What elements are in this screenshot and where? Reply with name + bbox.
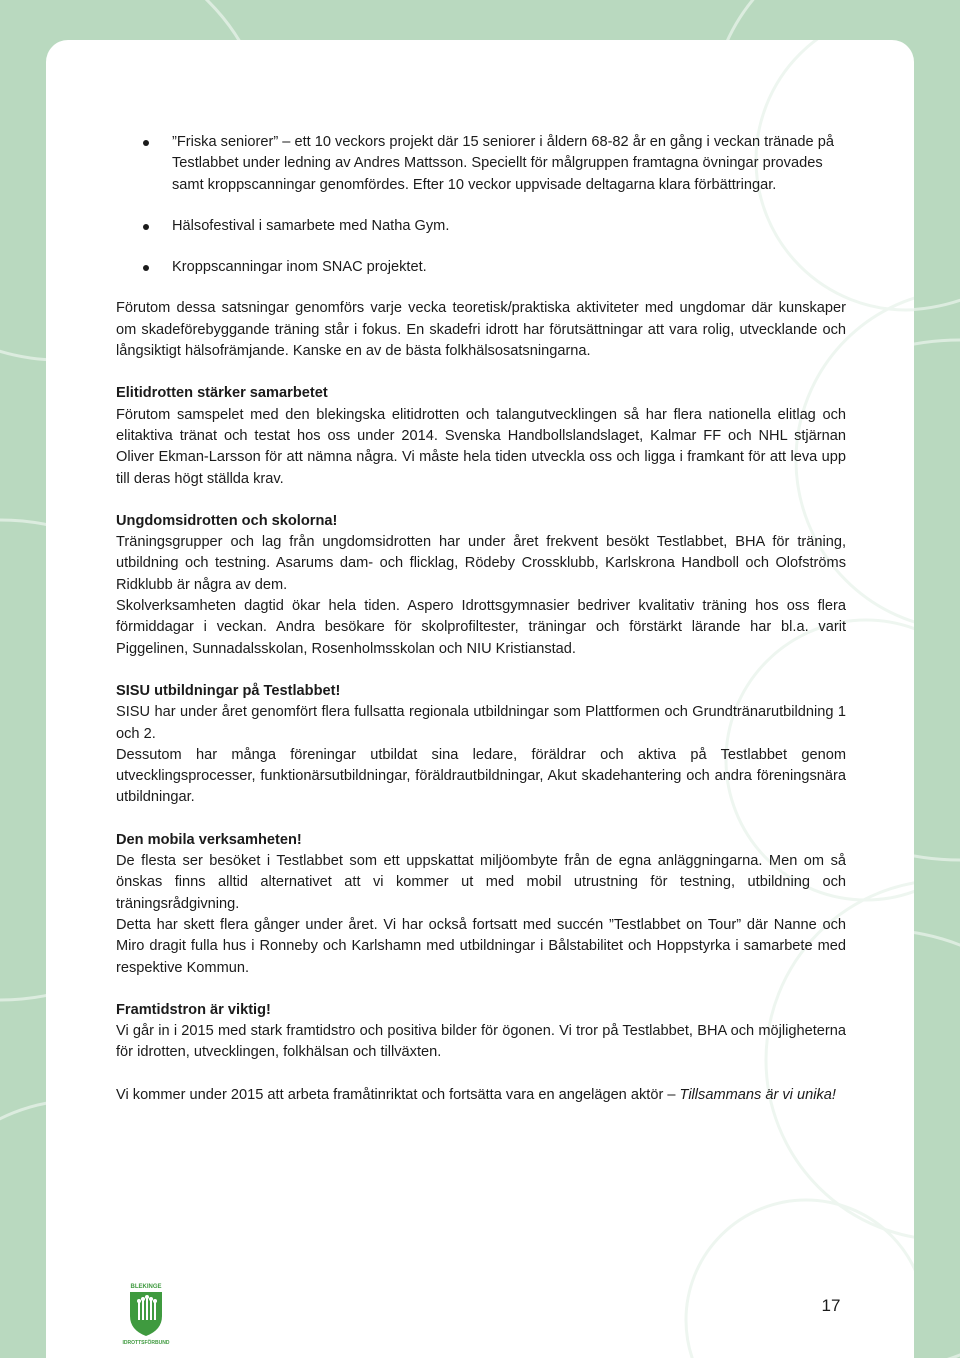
bullet-item: Hälsofestival i samarbete med Natha Gym. [116, 216, 846, 237]
section-heading: Elitidrotten stärker samarbetet [116, 385, 328, 402]
section-paragraph: SISU har under året genomfört flera fullsatta regionala utbildningar som Plattformen och Grundtränarutbildning 1 och 2. [116, 704, 846, 742]
section-elitidrotten [116, 383, 846, 489]
bullet-item: ”Friska seniorer” – ett 10 veckors projekt där 15 seniorer i åldern 68-82 år en gång i veckan tränade på Testlabbet under ledning av Andres Mattsson. Speciellt för målgruppen framtagna övningar provades samt kroppscanningar genomfördes. Efter 10 veckor uppvisade deltagarna klara förbättringar. [116, 132, 846, 196]
blekinge-idrottsforbund-logo [118, 1280, 174, 1346]
page-number: 17 [821, 1296, 841, 1315]
section-mobila [116, 830, 846, 979]
section-paragraph: De flesta ser besöket i Testlabbet som ett uppskattat miljöombyte från de egna anläggningarna. Men om så önskas finns alltid alternativet att vi kommer ut med mobil utrustning för testning, utbildning och träningsrådgivning. [116, 853, 846, 912]
document-page [46, 40, 914, 1358]
closing-slogan: Tillsammans är vi unika! [679, 1086, 836, 1103]
section-sisu [116, 681, 846, 809]
section-heading: Framtidstron är viktig! [116, 1001, 271, 1018]
section-paragraph: Vi går in i 2015 med stark framtidstro och positiva bilder för ögonen. Vi tror på Testlabbet, BHA och möjligheterna för idrotten, utvecklingen, folkhälsan och tillväxten. [116, 1023, 846, 1061]
logo-text-top: BLEKINGE [130, 1284, 162, 1290]
section-framtidstron [116, 1000, 846, 1064]
section-heading: Den mobila verksamheten! [116, 831, 302, 848]
section-paragraph: Träningsgrupper och lag från ungdomsidrotten har under året frekvent besökt Testlabbet, BHA för träning, utbildning och testning. Asarums dam- och flicklag, Rödeby Crossklubb, Karlskrona Handboll och Olofströms Ridklubb är några av dem. [116, 534, 846, 593]
closing-text: Vi kommer under 2015 att arbeta framåtinriktat och fortsätta vara en angelägen aktör – [116, 1086, 680, 1103]
logo-text-bottom: IDROTTSFÖRBUND [122, 1340, 170, 1346]
bullet-list [116, 132, 846, 278]
section-paragraph: Detta har skett flera gånger under året. Vi har också fortsatt med succén ”Testlabbet on Tour” där Nanne och Miro dragit fulla hus i Ronneby och Karlshamn med utbildningar i Bålstabilitet och Hoppstyrka i samarbete med respektive Kommun. [116, 916, 846, 976]
section-heading: Ungdomsidrotten och skolorna! [116, 512, 338, 529]
closing-paragraph [116, 1085, 846, 1106]
page-content [116, 132, 846, 1106]
section-paragraph: Skolverksamheten dagtid ökar hela tiden. Aspero Idrottsgymnasier bedriver kvalitativ träning hos oss flera förmiddagar i veckan. Andra besökare för skolprofiltester, träningar och förstärkt lärande har bl.a. varit Piggelinen, Sunnadalsskolan, Rosenholmsskolan och NIU Kristianstad. [116, 598, 846, 657]
bullet-dot-icon [143, 224, 149, 230]
section-paragraph: Förutom samspelet med den blekingska elitidrotten och talangutvecklingen så har flera nationella elitlag och elitaktiva tränat och testat hos oss under 2014. Svenska Handbollslandslaget, Kalmar FF och NHL stjärnan Oliver Ekman-Larsson för att nämna några. Vi måste hela tiden utveckla oss och ligga i framkant för att leva upp till deras högt ställda krav. [116, 406, 846, 487]
intro-paragraph: Förutom dessa satsningar genomförs varje vecka teoretisk/praktiska aktiviteter med ungdomar där kunskaper om skadeförebyggande träning står i fokus. En skadefri idrott har förutsättningar att vara rolig, utvecklande och långsiktigt hälsofrämjande. Kanske en av de bästa folkhälsosatsningarna. [116, 300, 846, 360]
bullet-item: Kroppscanningar inom SNAC projektet. [116, 257, 846, 278]
section-ungdomsidrotten [116, 511, 846, 660]
bullet-dot-icon [143, 140, 149, 146]
section-paragraph: Dessutom har många föreningar utbildat sina ledare, föräldrar och aktiva på Testlabbet genom utvecklingsprocesser, funktionärsutbildningar, föräldrautbildningar, Akut skadehantering och andra föreningsnära utbildningar. [116, 746, 846, 806]
bullet-dot-icon [143, 265, 149, 271]
section-heading: SISU utbildningar på Testlabbet! [116, 682, 341, 699]
